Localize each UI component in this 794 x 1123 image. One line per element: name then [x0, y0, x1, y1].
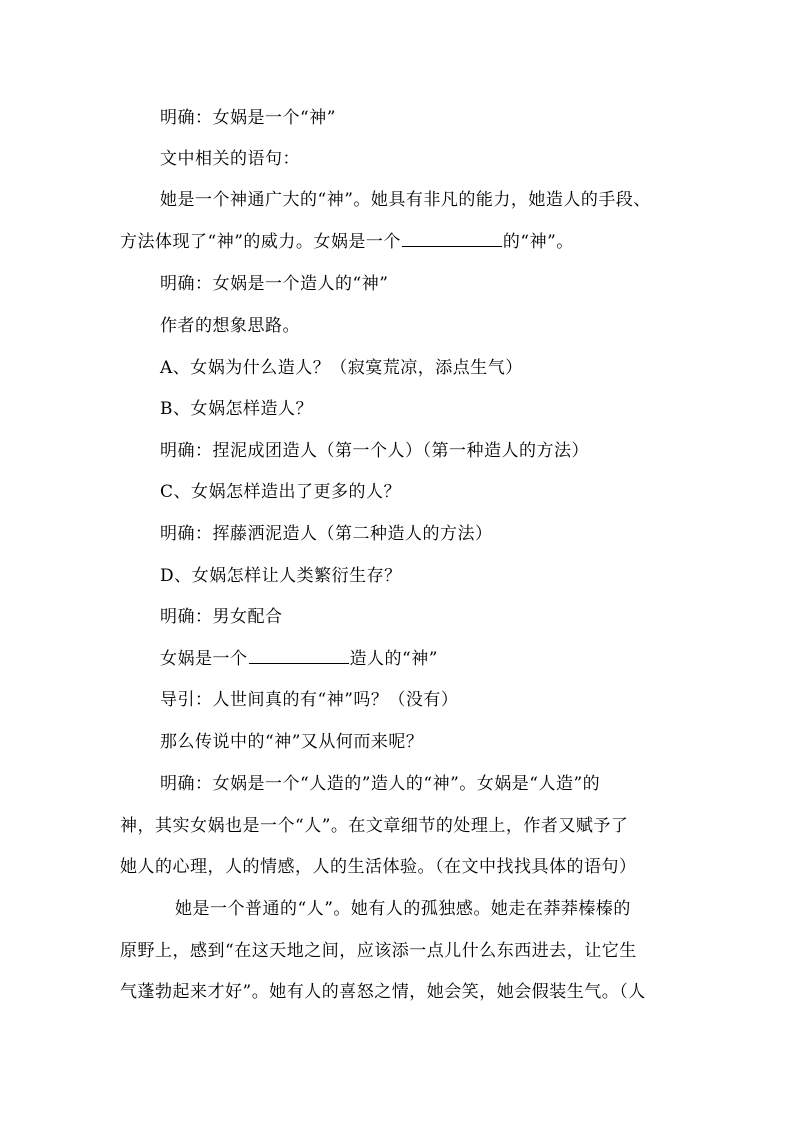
paragraph-line: 导引：人世间真的有“神”吗？（没有）	[160, 690, 459, 710]
fill-in-blank	[402, 232, 502, 247]
paragraph-line: C、女娲怎样造出了更多的人？	[160, 482, 402, 502]
line-text-before-blank: 女娲是一个	[160, 649, 248, 669]
paragraph-line: 那么传说中的“神”又从何而来呢？	[160, 732, 424, 752]
paragraph-line: D、女娲怎样让人类繁衍生存？	[160, 566, 402, 586]
paragraph-line-with-blank	[120, 232, 574, 252]
paragraph-line: 明确：捏泥成团造人（第一个人）（第一种造人的方法）	[160, 441, 589, 461]
paragraph-line: 她是一个神通广大的“神”。她具有非凡的能力，她造人的手段、	[160, 190, 651, 210]
paragraph-line: 神，其实女娲也是一个“人”。在文章细节的处理上，作者又赋予了	[120, 816, 629, 836]
paragraph-line: 作者的想象思路。	[160, 316, 300, 336]
paragraph-line: 原野上，感到“在这天地之间，应该添一点儿什么东西进去，让它生	[120, 941, 637, 961]
paragraph-line: 明确：女娲是一个造人的“神”	[160, 274, 389, 294]
paragraph-line-with-blank	[160, 649, 438, 669]
fill-in-blank	[249, 649, 349, 664]
paragraph-line: 气蓬勃起来才好”。她有人的喜怒之情，她会笑，她会假装生气。（人	[120, 982, 646, 1002]
paragraph-line: B、女娲怎样造人？	[160, 399, 313, 419]
paragraph-line: A、女娲为什么造人？（寂寞荒凉，添点生气）	[160, 358, 523, 378]
paragraph-line: 明确：女娲是一个“人造的”造人的“神”。女娲是“人造”的	[160, 774, 601, 794]
paragraph-line: 文中相关的语句：	[160, 149, 300, 169]
paragraph-line: 明确：挥藤洒泥造人（第二种造人的方法）	[160, 524, 493, 544]
line-text-after-blank: 造人的“神”	[349, 649, 438, 669]
paragraph-line: 明确：男女配合	[160, 607, 283, 627]
paragraph-line: 她人的心理，人的情感，人的生活体验。（在文中找找具体的语句）	[120, 857, 637, 877]
line-text-before-blank: 方法体现了“神”的威力。女娲是一个	[120, 232, 401, 252]
line-text-after-blank: 的“神”。	[502, 232, 574, 252]
paragraph-line: 明确：女娲是一个“神”	[160, 108, 336, 128]
paragraph-line: 她是一个普通的“人”。她有人的孤独感。她走在莽莽榛榛的	[175, 899, 631, 919]
